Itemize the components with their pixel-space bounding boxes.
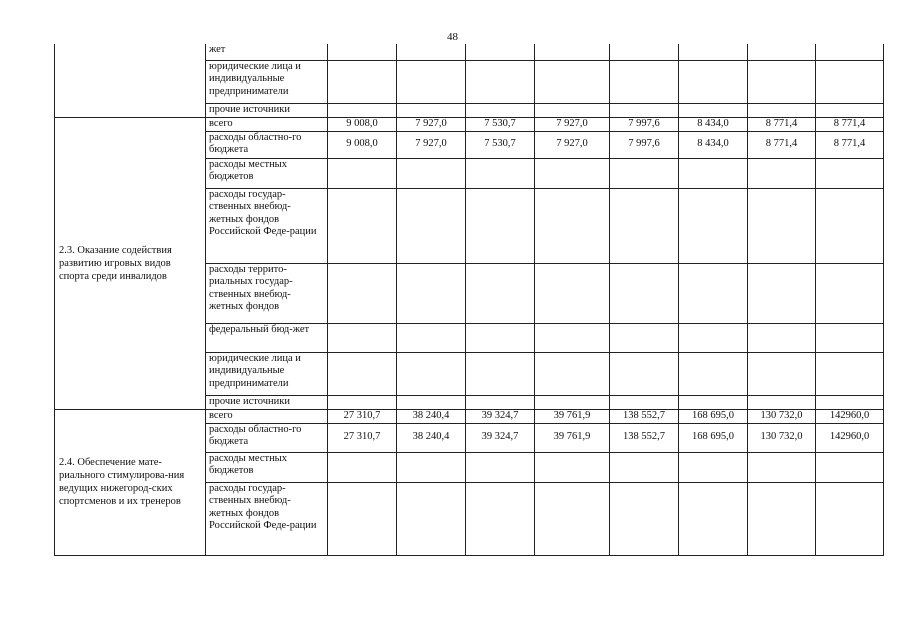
value-cell: 7 530,7 (466, 117, 535, 131)
value-cell: 138 552,7 (610, 423, 679, 452)
value-cell (535, 60, 610, 103)
value-cell: 39 324,7 (466, 423, 535, 452)
value-cell: 38 240,4 (397, 409, 466, 423)
value-cell (466, 103, 535, 117)
value-cell (816, 452, 884, 482)
section-label-cell (55, 44, 206, 117)
value-cell (610, 158, 679, 188)
source-cell: всего (206, 409, 328, 423)
value-cell: 39 761,9 (535, 409, 610, 423)
table-row (55, 44, 884, 60)
value-cell (816, 44, 884, 60)
value-cell: 39 324,7 (466, 409, 535, 423)
value-cell (328, 395, 397, 409)
source-cell: расходы местных бюджетов (206, 158, 328, 188)
value-cell (328, 452, 397, 482)
value-cell (679, 352, 748, 395)
value-cell: 8 434,0 (679, 117, 748, 131)
value-cell: 130 732,0 (748, 423, 816, 452)
section-label: 2.4. Обеспечение мате-риального стимулирова-ния ведущих нижегород-ских спортсменов и их тренеров (55, 409, 206, 555)
value-cell (535, 352, 610, 395)
value-cell: 39 761,9 (535, 423, 610, 452)
value-cell (535, 482, 610, 555)
value-cell: 7 997,6 (610, 131, 679, 158)
source-cell: всего (206, 117, 328, 131)
value-cell: 27 310,7 (328, 423, 397, 452)
value-cell (679, 188, 748, 263)
value-cell (535, 158, 610, 188)
value-cell (397, 44, 466, 60)
value-cell (328, 482, 397, 555)
value-cell (610, 188, 679, 263)
value-cell (679, 44, 748, 60)
value-cell (679, 103, 748, 117)
value-cell (397, 395, 466, 409)
value-cell (679, 263, 748, 323)
value-cell (328, 263, 397, 323)
value-cell (816, 263, 884, 323)
value-cell (816, 323, 884, 352)
value-cell (679, 60, 748, 103)
value-cell: 8 771,4 (816, 117, 884, 131)
value-cell: 7 997,6 (610, 117, 679, 131)
value-cell (535, 263, 610, 323)
value-cell (610, 482, 679, 555)
value-cell (535, 103, 610, 117)
page-number: 48 (447, 31, 458, 43)
value-cell (397, 352, 466, 395)
value-cell: 138 552,7 (610, 409, 679, 423)
value-cell: 9 008,0 (328, 117, 397, 131)
value-cell: 168 695,0 (679, 409, 748, 423)
value-cell: 8 771,4 (748, 131, 816, 158)
value-cell (748, 158, 816, 188)
value-cell (397, 103, 466, 117)
value-cell (535, 395, 610, 409)
value-cell: 130 732,0 (748, 409, 816, 423)
value-cell (466, 60, 535, 103)
value-cell (748, 44, 816, 60)
value-cell (610, 323, 679, 352)
value-cell (397, 263, 466, 323)
value-cell (466, 44, 535, 60)
value-cell: 8 434,0 (679, 131, 748, 158)
value-cell (397, 188, 466, 263)
value-cell (610, 263, 679, 323)
value-cell (610, 103, 679, 117)
value-cell (816, 395, 884, 409)
value-cell (397, 158, 466, 188)
value-cell (748, 60, 816, 103)
value-cell (397, 323, 466, 352)
value-cell (328, 60, 397, 103)
value-cell (535, 452, 610, 482)
value-cell (610, 44, 679, 60)
value-cell (466, 395, 535, 409)
table-row (55, 117, 884, 131)
value-cell (816, 482, 884, 555)
source-cell: жет (206, 44, 328, 60)
value-cell (816, 352, 884, 395)
value-cell (610, 452, 679, 482)
value-cell: 9 008,0 (328, 131, 397, 158)
value-cell (328, 352, 397, 395)
value-cell (679, 323, 748, 352)
value-cell (816, 188, 884, 263)
value-cell (748, 103, 816, 117)
value-cell (610, 60, 679, 103)
value-cell (748, 323, 816, 352)
value-cell (610, 395, 679, 409)
value-cell (610, 352, 679, 395)
source-cell: юридические лица и индивидуальные предприниматели (206, 60, 328, 103)
source-cell: расходы областно-го бюджета (206, 131, 328, 158)
value-cell (535, 323, 610, 352)
value-cell (535, 188, 610, 263)
value-cell (328, 44, 397, 60)
value-cell (397, 452, 466, 482)
value-cell: 7 927,0 (397, 131, 466, 158)
value-cell (328, 323, 397, 352)
funding-table (54, 44, 884, 556)
value-cell (816, 158, 884, 188)
value-cell (535, 44, 610, 60)
section-label: 2.3. Оказание содействия развитию игровых видов спорта среди инвалидов (55, 117, 206, 409)
value-cell (466, 323, 535, 352)
value-cell (748, 482, 816, 555)
value-cell (466, 263, 535, 323)
source-cell: расходы областно-го бюджета (206, 423, 328, 452)
table-row (55, 409, 884, 423)
value-cell: 8 771,4 (816, 131, 884, 158)
value-cell (679, 395, 748, 409)
value-cell (679, 158, 748, 188)
value-cell: 8 771,4 (748, 117, 816, 131)
value-cell (748, 188, 816, 263)
value-cell (748, 263, 816, 323)
value-cell (466, 188, 535, 263)
value-cell (328, 188, 397, 263)
source-cell: прочие источники (206, 395, 328, 409)
value-cell (466, 482, 535, 555)
value-cell (748, 352, 816, 395)
value-cell (679, 482, 748, 555)
value-cell: 142960,0 (816, 423, 884, 452)
source-cell: расходы террито-риальных государ-ственных внебюд-жетных фондов (206, 263, 328, 323)
source-cell: расходы государ-ственных внебюд-жетных фондов Российской Феде-рации (206, 188, 328, 263)
value-cell (748, 395, 816, 409)
value-cell (816, 103, 884, 117)
value-cell (397, 60, 466, 103)
table-body (55, 44, 884, 555)
value-cell: 7 927,0 (535, 131, 610, 158)
value-cell: 168 695,0 (679, 423, 748, 452)
value-cell (466, 158, 535, 188)
value-cell (679, 452, 748, 482)
value-cell: 7 927,0 (535, 117, 610, 131)
value-cell (328, 103, 397, 117)
source-cell: расходы государ-ственных внебюд-жетных фондов Российской Феде-рации (206, 482, 328, 555)
source-cell: юридические лица и индивидуальные предприниматели (206, 352, 328, 395)
source-cell: прочие источники (206, 103, 328, 117)
value-cell (328, 158, 397, 188)
value-cell (466, 452, 535, 482)
source-cell: расходы местных бюджетов (206, 452, 328, 482)
value-cell: 7 927,0 (397, 117, 466, 131)
value-cell: 38 240,4 (397, 423, 466, 452)
value-cell: 7 530,7 (466, 131, 535, 158)
value-cell: 142960,0 (816, 409, 884, 423)
value-cell (748, 452, 816, 482)
value-cell: 27 310,7 (328, 409, 397, 423)
value-cell (397, 482, 466, 555)
value-cell (466, 352, 535, 395)
value-cell (816, 60, 884, 103)
source-cell: федеральный бюд-жет (206, 323, 328, 352)
